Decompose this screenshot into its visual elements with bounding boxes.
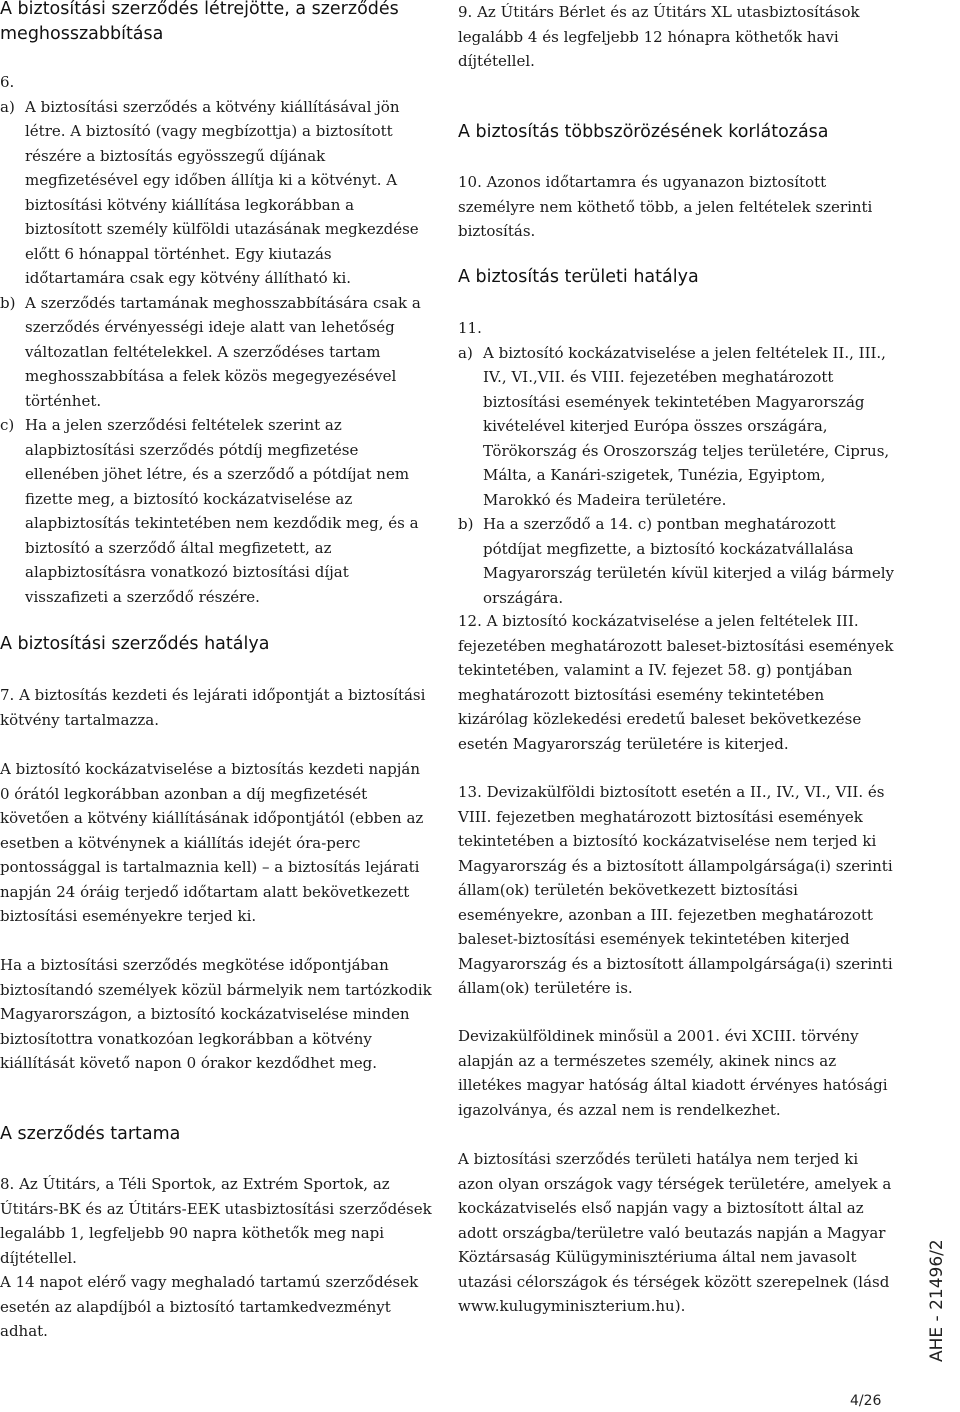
list-item-11a	[458, 341, 894, 513]
paragraph-13	[458, 780, 894, 1001]
paragraph-13c	[458, 1147, 894, 1319]
section-11	[458, 316, 894, 610]
item-text: Ha a jelen szerződési feltételek szerint az alapbiztosítási szerződés pótdíj megfizetése ellenében jöhet létre, és a szerződő a pótdíjat nem fizette meg, a biztosító kockázatviselése az alapbiztosítás tekintetében nem kezdődik meg, és a biztosító a szerződő által megfizetett, az alapbiztosításra vonatkozó biztosítási díjat visszafizeti a szerződő részére.	[25, 416, 419, 606]
paragraph-number-11: 11.	[458, 319, 482, 337]
paragraph-12	[458, 609, 894, 756]
paragraph-text: A biztosító kockázatviselése a biztosítás kezdeti napján 0 órától legkorábban azonban a díj megfizetését követően a kötvény kiállításának időpontjától (ebben az esetben a kötvénynek a kiállítás idejét óra-perc pontossággal is tartalmaznia kell) – a biztosítás lejárati napján 24 óráig terjedő időtartam alatt bekövetkezett biztosítási eseményekre terjed ki.	[0, 760, 424, 925]
list-item-11b	[458, 512, 894, 610]
item-label: b)	[0, 293, 16, 312]
heading-contract-effect: A biztosítási szerződés hatálya	[0, 634, 270, 654]
item-label: c)	[0, 416, 15, 434]
heading-multiplication-limit: A biztosítás többszörözésének korlátozása	[458, 122, 829, 142]
paragraph-text: A 14 napot elérő vagy meghaladó tartamú szerződések esetén az alapdíjból a biztosító tartamkedvezményt adhat.	[0, 1273, 419, 1340]
paragraph-text: 7. A biztosítás kezdeti és lejárati időpontját a biztosítási kötvény tartalmazza.	[0, 686, 426, 729]
item-text: A biztosítási szerződés a kötvény kiállításával jön létre. A biztosító (vagy megbízottja) a biztosított részére a biztosítás egyösszegű díjának megfizetésével egy időben állítja ki a kötvényt. A biztosítási kötvény kiállítása legkorábban a biztosított személy külföldi utazásának megkezdése előtt 6 hónappal történhet. Egy kiutazás időtartamára csak egy kötvény állítható ki.	[25, 97, 419, 287]
section-territory	[458, 265, 894, 290]
item-text: A biztosító kockázatviselése a jelen feltételek II., III., IV., VI.,VII. és VIII. fejezetében meghatározott biztosítási események tekintetében Magyarország kivételével kiterjed Európa összes országára, Törökország és Oroszország teljes területére, Ciprus, Málta, a Kanári-szigetek, Tunézia, Egyiptom, Marokkó és Madeira területére.	[483, 343, 890, 509]
paragraph-7b	[0, 757, 432, 929]
list-item-6a	[0, 95, 432, 291]
list-item-6c	[0, 413, 432, 609]
paragraph-text: 13. Devizakülföldi biztosított esetén a II., IV., VI., VII. és VIII. fejezetben meghatározott biztosítási események tekintetében a biztosító kockázatviselése nem terjed ki Magyarország és a biztosított állampolgársága(i) szerinti állam(ok) területén bekövetkezett biztosítási eseményekre, azonban a III. fejezetben meghatározott baleset-biztosítási események tekintetében kiterjed Magyarország és a biztosított állampolgársága(i) szerinti állam(ok) területére is.	[458, 783, 893, 997]
paragraph-text: 12. A biztosító kockázatviselése a jelen feltételek III. fejezetében meghatározott baleset-biztosítási események tekintetében, valamint a IV. fejezet 58. g) pontjában meghatározott biztosítási esemény tekintetében kizárólag közlekedési eredetű baleset bekövetkezése esetén Magyarország területére is kiterjed.	[458, 612, 894, 753]
section-effect	[0, 632, 432, 657]
heading-contract-duration: A szerződés tartama	[0, 1124, 181, 1144]
paragraph-text: 9. Az Útitárs Bérlet és az Útitárs XL utasbiztosítások legalább 4 és legfeljebb 12 hónapra köthetők havi díjtétellel.	[458, 3, 860, 70]
paragraph-13b	[458, 1024, 894, 1122]
item-text: Ha a szerződő a 14. c) pontban meghatározott pótdíjat megfizette, a biztosító kockázatvállalása Magyarország területén kívül kiterjed a világ bármely országára.	[483, 515, 894, 607]
item-text: A szerződés tartamának meghosszabbítására csak a szerződés érvényességi ideje alatt van lehetőség változatlan feltételekkel. A szerződéses tartam meghosszabbítása a felek közös megegyezésével történhet.	[25, 293, 421, 410]
document-code: AHE - 21496/2	[927, 1239, 947, 1362]
paragraph-8	[0, 1172, 432, 1270]
paragraph-10	[458, 170, 894, 244]
heading-contract-creation: A biztosítási szerződés létrejötte, a szerződés meghosszabbítása	[0, 0, 399, 44]
section-duration	[0, 1122, 432, 1147]
item-label: a)	[458, 343, 473, 362]
paragraph-7	[0, 683, 432, 732]
item-label: b)	[458, 515, 474, 533]
paragraph-9	[458, 0, 894, 74]
paragraph-8b	[0, 1270, 432, 1344]
section-6	[0, 70, 432, 609]
heading-territorial-scope: A biztosítás területi hatálya	[458, 267, 699, 287]
item-label: a)	[0, 97, 15, 116]
paragraph-text: 8. Az Útitárs, a Téli Sportok, az Extrém Sportok, az Útitárs-BK és az Útitárs-EEK utasbiztosítási szerződések legalább 1, legfeljebb 90 napra köthetők meg napi díjtétellel.	[0, 1175, 432, 1267]
page-number: 4/26	[850, 1393, 882, 1409]
paragraph-text: Ha a biztosítási szerződés megkötése időpontjában biztosítandó személyek közül bármelyik nem tartózkodik Magyarországon, a biztosító kockázatviselése minden biztosítottra vonatkozóan legkorábban a kötvény kiállítását követő napon 0 órakor kezdődhet meg.	[0, 956, 432, 1072]
list-item-6b	[0, 291, 432, 414]
paragraph-text: 10. Azonos időtartamra és ugyanazon biztosított személyre nem köthető több, a jelen feltételek szerinti biztosítás.	[458, 173, 873, 240]
section-multiplication	[458, 120, 894, 145]
section-creation	[0, 0, 432, 47]
paragraph-7c	[0, 953, 432, 1076]
paragraph-text: A biztosítási szerződés területi hatálya nem terjed ki azon olyan országok vagy térségek területére, amelyek a kockázatviselés első napján vagy a biztosított által az adott országba/területre való beutazás napján a Magyar Köztársaság Külügyminisztériuma által nem javasolt utazási célországok és térségek között szerepelnek (lásd www.kulugyminiszterium.hu).	[458, 1150, 892, 1315]
paragraph-text: Devizakülföldinek minősül a 2001. évi XCIII. törvény alapján az a természetes személy, akinek nincs az illetékes magyar hatóság által kiadott érvényes hatósági igazolványa, és azzal nem is rendelkezhet.	[458, 1027, 888, 1119]
paragraph-number-6: 6.	[0, 73, 15, 91]
